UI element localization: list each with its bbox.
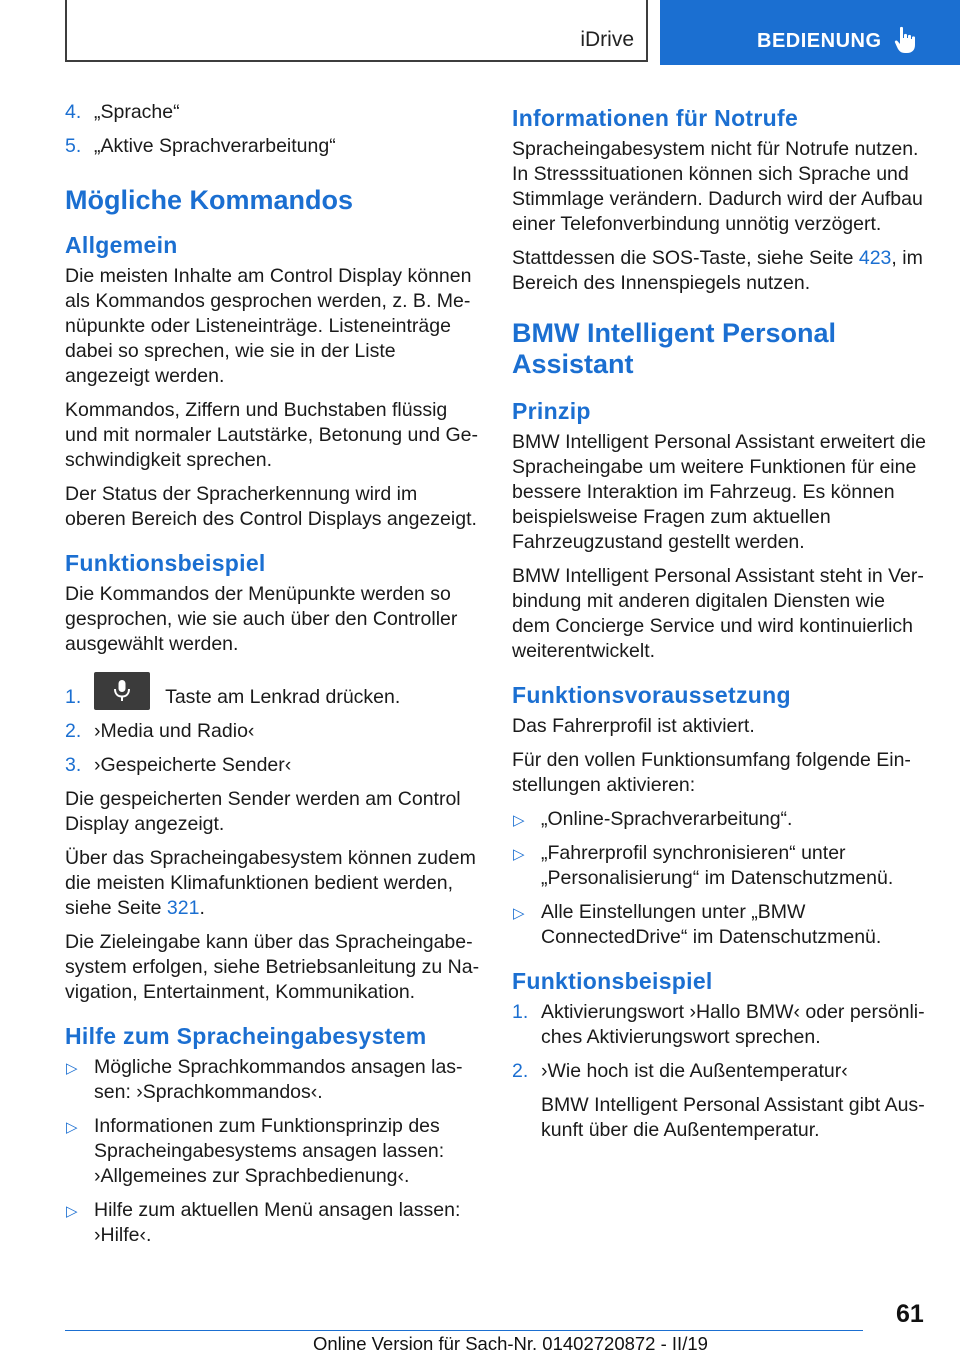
paragraph: BMW Intelligent Personal Assistant steht in Verbindung mit anderen digitalen Diensten wie dem Concierge Service und wird kontinuierlich weiterentwickelt. — [512, 565, 924, 662]
numbered-step — [512, 1000, 927, 1050]
bullet-text: Alle Einstellungen unter „BMW ConnectedDrive“ im Datenschutzmenü. — [541, 901, 882, 948]
heading-moegliche-kommandos: Mögliche Kommandos — [65, 185, 354, 215]
header-section-title: iDrive — [580, 28, 634, 51]
header-section-box — [65, 0, 648, 62]
paragraph — [512, 246, 927, 296]
heading-allgemein: Allgemein — [65, 232, 178, 258]
paragraph: Spracheingabesystem nicht für Notrufe nutzen. In Stresssituationen können sich Sprache und Stimmlage verändern. Dadurch wird der Aufbau einer Telefonverbindung unnötig verzögert. — [512, 138, 923, 235]
voice-control-button — [94, 672, 150, 710]
heading-prinzip: Prinzip — [512, 398, 591, 424]
step-number: 2. — [65, 720, 82, 742]
right-column — [512, 100, 927, 1152]
numbered-step — [65, 134, 483, 159]
triangle-bullet-icon: ▷ — [66, 1119, 78, 1136]
triangle-bullet-icon: ▷ — [513, 846, 525, 863]
step-number: 1. — [512, 1001, 529, 1023]
paragraph: Die Kommandos der Menüpunkte werden so gesprochen, wie sie auch über den Controller ausgewählt werden. — [65, 583, 458, 655]
heading-funktionsvoraussetzung: Funktionsvoraussetzung — [512, 682, 791, 708]
page-reference-link[interactable]: 423 — [858, 247, 892, 269]
bullet-text: „Fahrerprofil synchronisieren“ unter „Personalisierung“ im Datenschutzmenü. — [541, 842, 894, 889]
paragraph: Die meisten Inhalte am Control Display können als Kommandos gesprochen werden, z. B. Menüpunkte oder Listeneinträge. Listeneinträge dabei so sprechen, wie sie in der Liste angezeigt werden. — [65, 265, 472, 387]
bullet-item — [512, 900, 927, 950]
paragraph: Für den vollen Funktionsumfang folgende Einstellungen aktivieren: — [512, 749, 911, 796]
header-chapter-label: BEDIENUNG — [757, 30, 882, 52]
step-number: 3. — [65, 754, 82, 776]
step-text: ›Media und Radio‹ — [94, 720, 255, 742]
paragraph-text: Stattdessen die SOS-Taste, siehe Seite — [512, 247, 859, 269]
bullet-text: Hilfe zum aktuellen Menü ansagen lassen: ›Hilfe‹. — [94, 1199, 461, 1246]
step-number: 1. — [65, 686, 82, 708]
header-chapter-tab — [660, 0, 960, 65]
step-text: „Sprache“ — [94, 101, 180, 123]
bullet-text: „Online-Sprachverarbeitung“. — [541, 808, 793, 830]
step-text: ›Wie hoch ist die Außentemperatur‹ — [541, 1060, 848, 1082]
pointing-hand-icon — [894, 26, 920, 54]
paragraph — [65, 846, 483, 921]
footer-divider — [65, 1330, 863, 1331]
paragraph: Kommandos, Ziffern und Buchstaben flüssig und mit normaler Lautstärke, Betonung und Geschwindigkeit sprechen. — [65, 399, 478, 471]
step-text: ›Gespeicherte Sender‹ — [94, 754, 292, 776]
step-number: 5. — [65, 135, 82, 157]
page-reference-link[interactable]: 321 — [166, 897, 200, 919]
paragraph-text: , im Bereich des Innenspiegels nutzen. — [512, 247, 923, 294]
triangle-bullet-icon: ▷ — [513, 905, 525, 922]
triangle-bullet-icon: ▷ — [66, 1203, 78, 1220]
bullet-item — [512, 841, 927, 891]
numbered-step — [65, 753, 483, 778]
triangle-bullet-icon: ▷ — [66, 1060, 78, 1077]
paragraph: Das Fahrerprofil ist aktiviert. — [512, 715, 755, 737]
numbered-step — [512, 1059, 927, 1084]
microphone-icon — [112, 679, 132, 703]
paragraph: Die gespeicherten Sender werden am Control Display angezeigt. — [65, 788, 461, 835]
paragraph-text: Über das Spracheingabesystem können zudem die meisten Klimafunktionen bedient werden, siehe Seite — [65, 847, 476, 919]
step-number: 4. — [65, 101, 82, 123]
heading-funktionsbeispiel: Funktionsbeispiel — [65, 550, 266, 576]
bullet-item — [65, 1198, 483, 1248]
paragraph: Die Zieleingabe kann über das Spracheingabesystem erfolgen, siehe Betriebsanleitung zu Navigation, Entertainment, Kommunikation. — [65, 931, 480, 1003]
numbered-step — [65, 100, 483, 125]
bullet-text: Informationen zum Funktionsprinzip des Spracheingabesystems ansagen lassen: ›Allgemeines zur Sprachbedienung‹. — [94, 1115, 445, 1187]
heading-notrufe: Informationen für Notrufe — [512, 105, 799, 131]
triangle-bullet-icon: ▷ — [513, 812, 525, 829]
page-number: 61 — [896, 1300, 924, 1328]
step-number: 2. — [512, 1060, 529, 1082]
bullet-text: Mögliche Sprachkommandos ansagen lassen: ›Sprachkommandos‹. — [94, 1056, 463, 1103]
step-text: „Aktive Sprachverarbeitung“ — [94, 135, 336, 157]
paragraph-text: . — [199, 897, 205, 919]
bullet-item — [65, 1055, 483, 1105]
step-text: Taste am Lenkrad drücken. — [165, 686, 401, 708]
numbered-step — [65, 685, 483, 710]
paragraph: Der Status der Spracherkennung wird im oberen Bereich des Control Displays angezeigt. — [65, 483, 477, 530]
step-result-text: BMW Intelligent Personal Assistant gibt Auskunft über die Außentemperatur. — [541, 1094, 925, 1141]
heading-bmw-assistant: BMW Intelligent Personal Assistant — [512, 318, 837, 379]
step-text: Aktivierungswort ›Hallo BMW‹ oder persönliches Aktivierungswort sprechen. — [541, 1001, 925, 1048]
bullet-item — [65, 1114, 483, 1189]
left-column — [65, 100, 483, 1257]
heading-hilfe: Hilfe zum Spracheingabesystem — [65, 1023, 427, 1049]
numbered-step — [65, 719, 483, 744]
paragraph: BMW Intelligent Personal Assistant erweitert die Spracheingabe um weitere Funktionen für eine bessere Interaktion im Fahrzeug. Es können beispielsweise Fragen zum aktuellen Fahrzeugzustand gestellt werden. — [512, 431, 927, 553]
bullet-item — [512, 807, 927, 832]
footer-online-version: Online Version für Sach-Nr. 01402720872 - II/19 — [313, 1333, 708, 1354]
heading-funktionsbeispiel-right: Funktionsbeispiel — [512, 968, 713, 994]
